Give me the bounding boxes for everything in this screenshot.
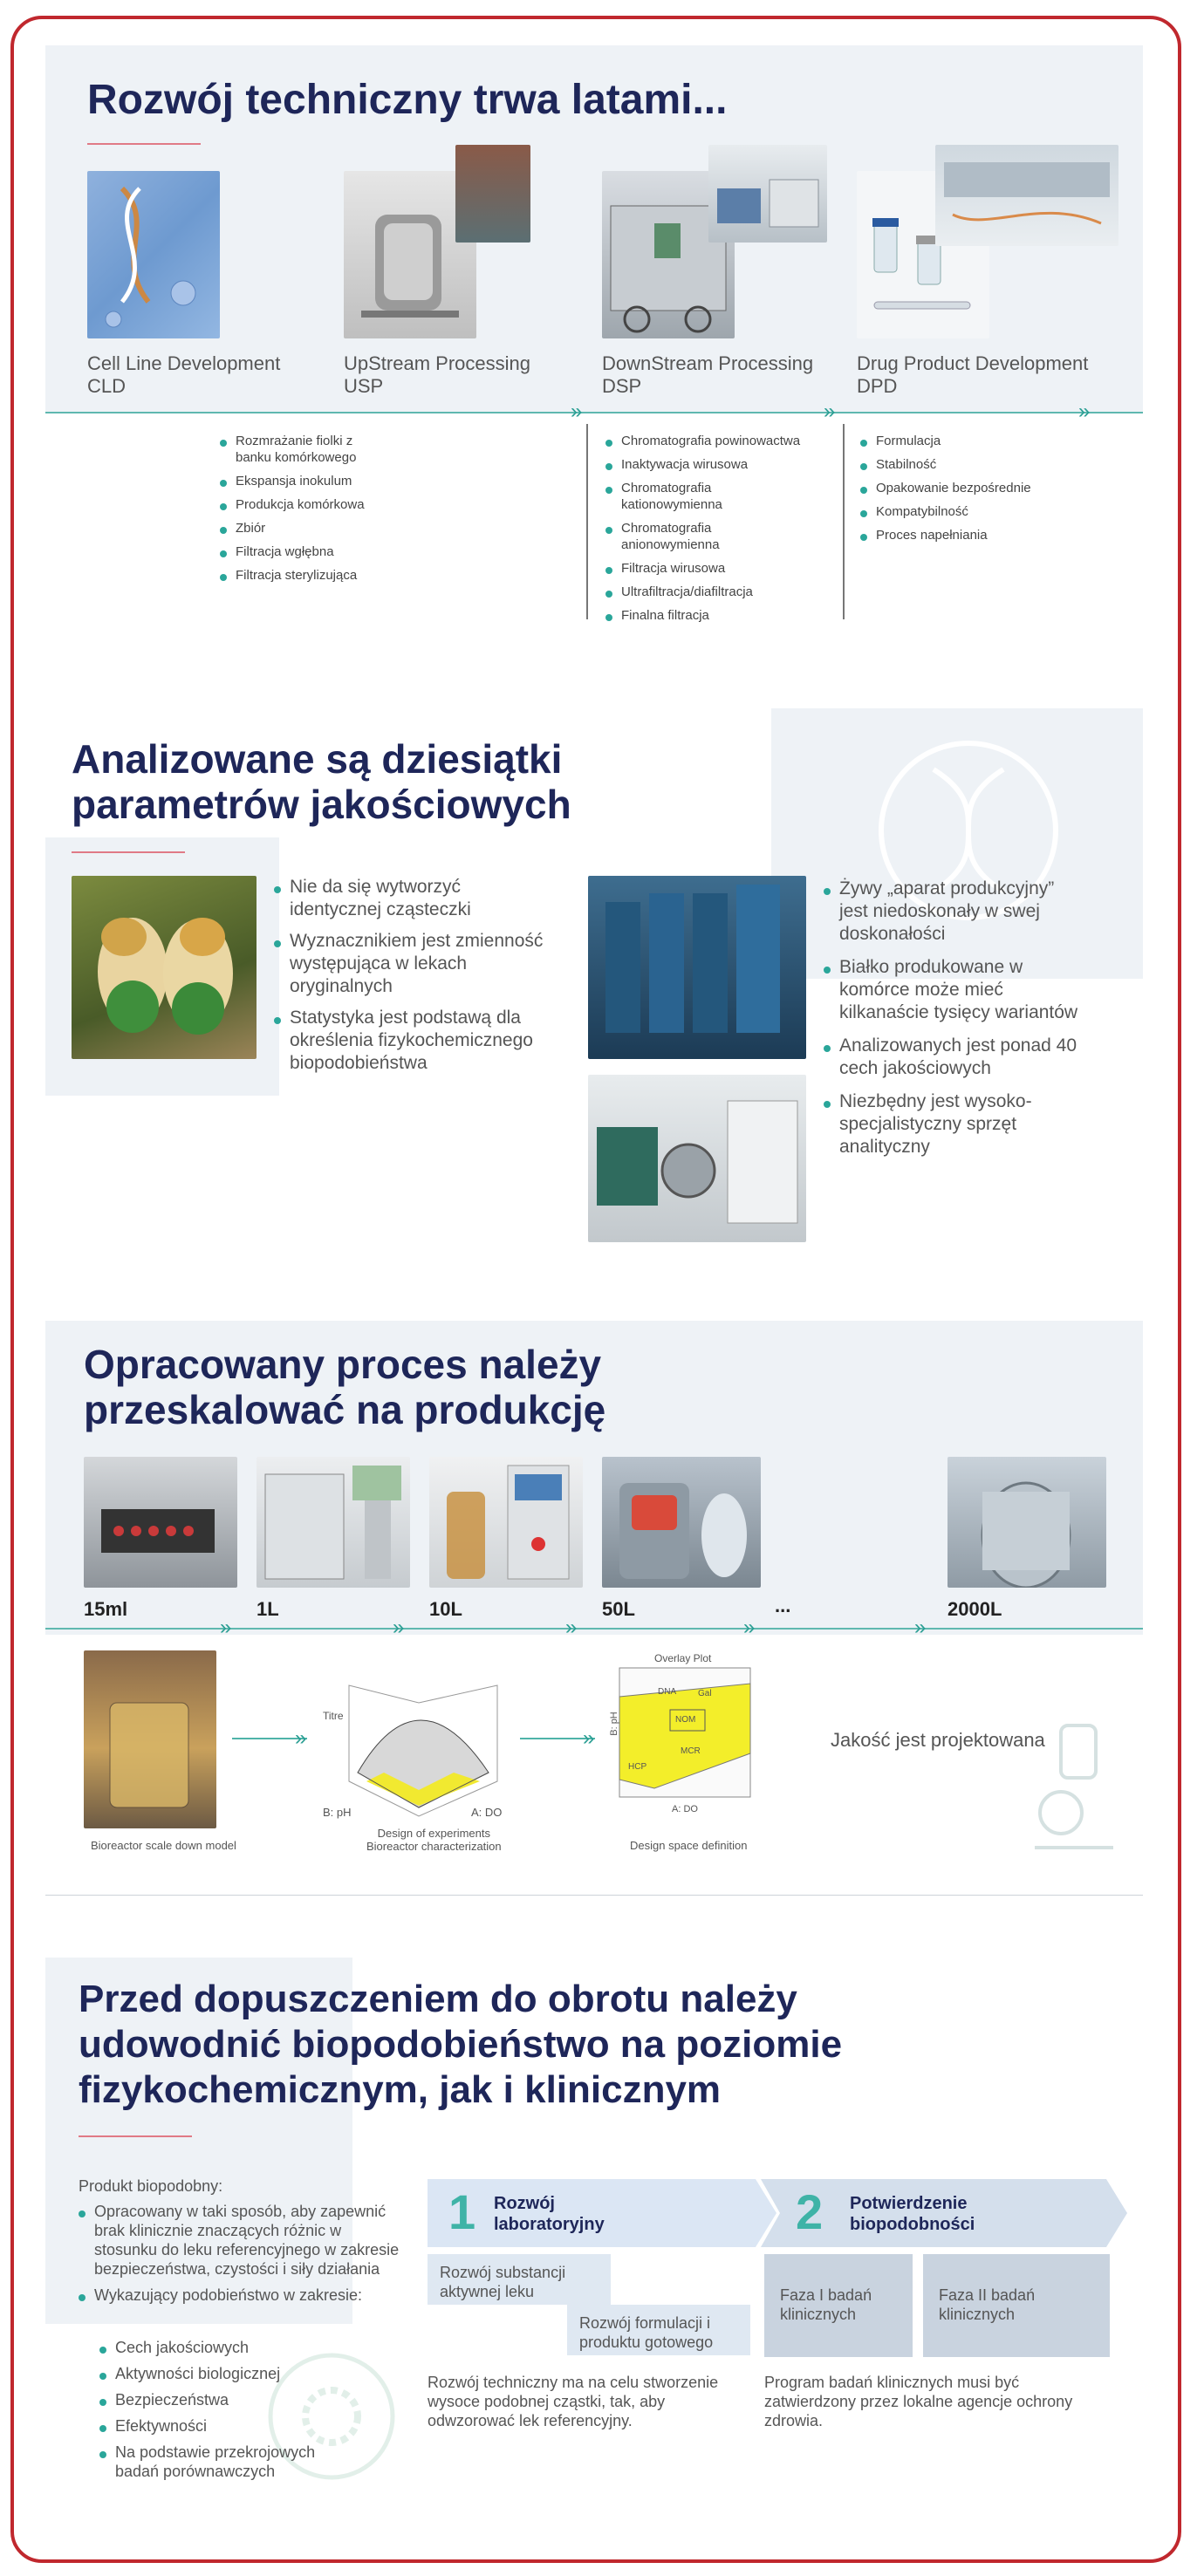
lab-watermark-icon [1026, 1717, 1122, 1856]
arrow-icon: » [393, 1616, 405, 1639]
scale-label: 2000L [947, 1598, 1002, 1620]
list-item: Inaktywacja wirusowa [602, 456, 820, 473]
divider [45, 1895, 1143, 1896]
right-bullets [820, 878, 1099, 1158]
divider [586, 424, 588, 619]
scale-1l-photo [257, 1457, 410, 1588]
biosimilar-criteria [75, 2202, 407, 2305]
list-item: Na podstawie przekrojowych badań porównawczych [96, 2443, 332, 2481]
list-item: Opracowany w taki sposób, aby zapewnić brak klinicznie znaczących różnic w stosunku do leku referencyjnego w zakresie bezpieczeństwa, czystości i siły działania [75, 2202, 407, 2279]
arrow-icon: » [220, 1616, 232, 1639]
plot-label: MCR [681, 1746, 701, 1756]
upstream-lab-photo [455, 145, 530, 243]
dpd-steps-list [857, 433, 1084, 543]
caption: Bioreactor scale down model [91, 1839, 236, 1852]
list-item: Chromatografia anionowymienna [602, 520, 750, 553]
scale-10l-photo [429, 1457, 583, 1588]
stage-dsp: DownStream Processing DSP [602, 352, 814, 397]
parrots-photo [72, 876, 257, 1059]
plot-label: NOM [675, 1715, 696, 1725]
phase-box: Faza II badań klinicznych [923, 2254, 1110, 2357]
list-item: Produkcja komórkowa [216, 496, 391, 513]
similarity-areas [96, 2338, 358, 2481]
list-item: Efektywności [96, 2416, 358, 2436]
doe-surface-plot [332, 1650, 506, 1828]
scale-label: 15ml [84, 1598, 128, 1620]
step2-description: Program badań klinicznych musi być zatwierdzony przez lokalne agencje ochrony zdrowia. [764, 2374, 1073, 2429]
title-underline [79, 2135, 192, 2137]
step-title: Rozwój laboratoryjny [494, 2194, 605, 2234]
timeline-line [45, 412, 1143, 413]
arrow-icon: » [295, 1726, 307, 1750]
plot-title: Overlay Plot [654, 1652, 712, 1664]
title-underline [87, 143, 201, 145]
list-item: Cech jakościowych [96, 2338, 358, 2357]
dsp-steps-list [602, 433, 820, 624]
title-underline [72, 851, 185, 853]
phase-box: Rozwój substancji aktywnej leku [428, 2254, 611, 2305]
scale-2000l-photo [947, 1457, 1106, 1588]
product-label: Produkt biopodobny: [79, 2177, 223, 2195]
quality-text: Jakość jest projektowana [831, 1729, 1045, 1751]
list-item: Ekspansja inokulum [216, 473, 391, 489]
section1-title: Rozwój techniczny trwa latami... [87, 77, 728, 123]
list-item: Opakowanie bezpośrednie [857, 480, 1084, 496]
list-item: Formulacja [857, 433, 1084, 449]
analytical-lab-photo [588, 876, 806, 1059]
downstream-lab-photo [708, 145, 827, 243]
stage-cld: Cell Line Development CLD [87, 352, 281, 397]
list-item: Aktywności biologicznej [96, 2364, 358, 2383]
step-number: 2 [796, 2184, 824, 2239]
step2-chevron [761, 2179, 1127, 2247]
plot-label: DNA [658, 1687, 677, 1697]
list-item: Analizowanych jest ponad 40 cech jakościowych [820, 1035, 1082, 1080]
list-item: Ultrafiltracja/diafiltracja [602, 584, 820, 600]
phase-box: Rozwój formulacji i produktu gotowego [567, 2305, 750, 2355]
usp-steps-list [216, 433, 391, 584]
stage-dpd: Drug Product Development DPD [857, 352, 1089, 397]
scale-down-model-photo [84, 1650, 216, 1828]
arrow-icon: » [583, 1726, 595, 1750]
list-item: Wykazujący podobieństwo w zakresie: [75, 2286, 407, 2305]
arrow-icon: » [743, 1616, 756, 1639]
list-item: Żywy „aparat produkcyjny” jest niedoskonały w swej doskonałości [820, 878, 1056, 946]
arrow-icon: » [824, 400, 836, 423]
arrow-icon: » [571, 400, 583, 423]
scale-timeline [45, 1628, 1143, 1630]
caption: Design space definition [630, 1839, 748, 1852]
drug-product-equipment-photo [935, 145, 1118, 246]
stage-usp: UpStream Processing USP [344, 352, 530, 397]
step1-chevron [428, 2179, 776, 2247]
list-item: Niezbędny jest wysoko-specjalistyczny sprzęt analityczny [820, 1090, 1038, 1158]
axis-label: B: pH [608, 1712, 619, 1736]
section4-title: Przed dopuszczeniem do obrotu należy udowodnić biopodobieństwo na poziomie fizykochemicznym, jak i klinicznym [79, 1978, 843, 2111]
scale-label: 1L [257, 1598, 279, 1620]
axis-label: B: pH [323, 1806, 352, 1819]
arrow-icon: » [1078, 400, 1091, 423]
list-item: Proces napełniania [857, 527, 1084, 543]
axis-label: A: DO [672, 1804, 698, 1814]
analytical-equipment-photo [588, 1075, 806, 1242]
list-item: Nie da się wytworzyć identycznej cząsteczki [270, 876, 489, 921]
list-item: Filtracja wirusowa [602, 560, 820, 577]
list-item: Filtracja sterylizująca [216, 567, 391, 584]
step1-description: Rozwój techniczny ma na celu stworzenie wysoce podobnej cząstki, tak, aby odwzorować lek referencyjny. [428, 2374, 719, 2429]
scale-label: 10L [429, 1598, 462, 1620]
step-number: 1 [448, 2184, 476, 2239]
arrow-icon: » [914, 1616, 927, 1639]
list-item: Statystyka jest podstawą dla określenia fizykochemicznego biopodobieństwa [270, 1007, 550, 1075]
list-item: Finalna filtracja [602, 607, 820, 624]
scale-50l-photo [602, 1457, 761, 1588]
cell-line-photo [87, 171, 220, 338]
list-item: Chromatografia kationowymienna [602, 480, 750, 513]
phase-box: Faza I badań klinicznych [764, 2254, 913, 2357]
arrow-icon: » [565, 1616, 578, 1639]
scale-15ml-photo [84, 1457, 237, 1588]
divider [843, 424, 845, 619]
axis-label: A: DO [471, 1806, 503, 1819]
list-item: Bezpieczeństwa [96, 2390, 358, 2409]
section3-title: Opracowany proces należy przeskalować na produkcję [84, 1342, 606, 1432]
list-item: Wyznacznikiem jest zmienność występująca w lekach oryginalnych [270, 930, 558, 998]
scale-label: ... [775, 1595, 791, 1616]
design-space-plot [602, 1649, 759, 1823]
list-item: Rozmrażanie fiolki z banku komórkowego [216, 433, 391, 466]
plot-label: HCP [628, 1762, 647, 1772]
left-bullets [270, 876, 558, 1075]
caption: Design of experiments Bioreactor characterization [366, 1827, 502, 1853]
section2-title: Analizowane są dziesiątki parametrów jakościowych [72, 736, 571, 827]
scale-label: 50L [602, 1598, 635, 1620]
list-item: Filtracja wgłębna [216, 543, 391, 560]
list-item: Białko produkowane w komórce może mieć kilkanaście tysięcy wariantów [820, 956, 1091, 1024]
step-title: Potwierdzenie biopodobności [850, 2194, 975, 2234]
list-item: Zbiór [216, 520, 391, 536]
axis-label: Titre [323, 1710, 344, 1722]
list-item: Stabilność [857, 456, 1084, 473]
list-item: Chromatografia powinowactwa [602, 433, 820, 449]
list-item: Kompatybilność [857, 503, 1084, 520]
plot-label: Gal [698, 1689, 712, 1698]
